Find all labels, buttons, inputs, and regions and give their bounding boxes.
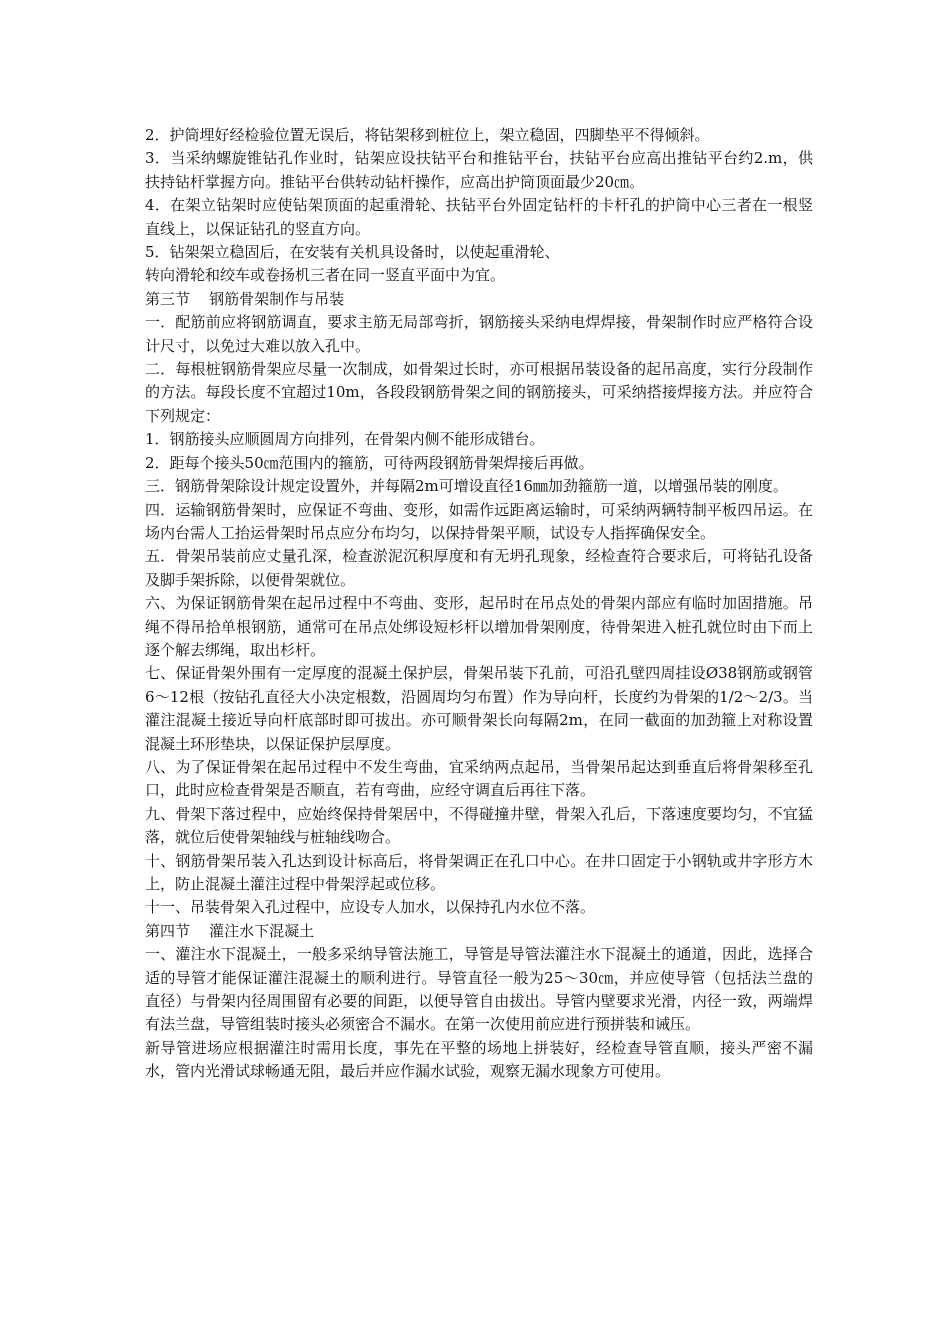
paragraph-3-auger-platform: 3．当采纳螺旋锥钻孔作业时，钻架应设扶钻平台和推钻平台，扶钻平台应高出推钻平台约2.m，供扶持钻杆掌握方向。推钻平台供转动钻杆操作，应高出护筒顶面最少20㎝。: [145, 149, 813, 191]
paragraph-cage-transport: 四．运输钢筋骨架时，应保证不弯曲、变形，如需作远距离运输时，可采纳两辆特制平板四吊运。在场内台需人工抬运骨架时吊点应分布均匀，以保持骨架平顺，试设专人指挥确保安全。: [145, 500, 813, 542]
paragraph-protective-layer: 七、保证骨架外围有一定厚度的混凝土保护层，骨架吊装下孔前，可沿孔壁四周挂设Ø38钢筋或钢管6～12根（按钻孔直径大小决定根数，沿圆周均匀布置）作为导向杆，长度约为骨架的1/2～2/3。当灌注混凝土接近导向杆底部时即可拔出。亦可顺骨架长向每隔2m，在同一截面的加劲箍上对称设置混凝土环形垫块，以保证保护层厚度。: [145, 664, 813, 753]
section-heading-4: 第四节 灌注水下混凝土: [145, 921, 315, 940]
paragraph-2-drill-frame-position: 2．护筒埋好经检验位置无误后，将钻架移到桩位上，架立稳固，四脚垫平不得倾斜。: [145, 126, 710, 144]
paragraph-5-continued: 转向滑轮和绞车或卷扬机三者在同一竖直平面中为宜。: [145, 266, 506, 285]
paragraph-rebar-straightening: 一．配筋前应将钢筋调直，要求主筋无局部弯折，钢筋接头采纳电焊焊接，骨架制作时应严格符合设计尺寸，以免过大难以放入孔中。: [145, 313, 813, 355]
paragraph-5-equipment-install: 5．钻架架立稳固后，在安装有关机具设备时，以使起重滑轮、: [145, 243, 560, 262]
document-body: [145, 124, 813, 1084]
paragraph-stirrup-spacing: 2．距每个接头50㎝范围内的箍筋，可待两段钢筋骨架焊接后再做。: [145, 453, 594, 472]
paragraph-cage-fixing: 十、钢筋骨架吊装入孔达到设计标高后，将骨架调正在孔口中心。在井口固定于小钢轨或井字形方木上，防止混凝土灌注过程中骨架浮起或位移。: [145, 851, 813, 893]
paragraph-4-vertical-alignment: 4．在架立钻架时应使钻架顶面的起重滑轮、扶钻平台外固定钻杆的卡杆孔的护筒中心三者在一根竖直线上，以保证钻孔的竖直方向。: [145, 196, 813, 238]
paragraph-segment-fabrication: 二．每根桩钢筋骨架应尽量一次制成，如骨架过长时，亦可根据吊装设备的起吊高度，实行分段制作的方法。每段长度不宜超过10m，各段段钢筋骨架之间的钢筋接头，可采纳搭接焊接方法。并应符合下列规定：: [145, 360, 813, 425]
paragraph-tremie-testing: 新导管进场应根据灌注时需用长度，事先在平整的场地上拼装好，经检查导管直顺，接头严密不漏水，管内光滑试球畅通无阻，最后并应作漏水试验，观察无漏水现象方可使用。: [145, 1038, 813, 1081]
paragraph-lowering-process: 九、骨架下落过程中，应始终保持骨架居中，不得碰撞井壁，骨架入孔后，下落速度要均匀，不宜猛落，就位后使骨架轴线与桩轴线吻合。: [145, 804, 813, 847]
paragraph-hole-depth-check: 五．骨架吊装前应丈量孔深，检查淤泥沉积厚度和有无坍孔现象，经检查符合要求后，可将钻孔设备及脚手架拆除，以便骨架就位。: [145, 547, 813, 589]
paragraph-two-point-lifting: 八、为了保证骨架在起吊过程中不发生弯曲，宜采纳两点起吊，当骨架吊起达到垂直后将骨架移至孔口，此时应检查骨架是否顺直，若有弯曲，应经守调直后再往下落。: [145, 757, 813, 800]
paragraph-stiffening-hoop: 三．钢筋骨架除设计规定设置外，并每隔2m可增设直径16㎜加劲箍筋一道，以增强吊装的刚度。: [145, 477, 788, 496]
section-heading-3: 第三节 钢筋骨架制作与吊装: [145, 289, 345, 308]
paragraph-temporary-reinforcement: 六、为保证钢筋骨架在起吊过程中不弯曲、变形，起吊时在吊点处的骨架内部应有临时加固措施。吊绳不得吊拾单根钢筋，通常可在吊点处绑设短杉杆以增加骨架刚度，待骨架进入桩孔就位时由下而上逐个解去绑绳，取出杉杆。: [145, 594, 813, 659]
paragraph-tremie-method: 一、灌注水下混凝土，一般多采纳导管法施工，导管是导管法灌注水下混凝土的通道，因此，选择合适的导管才能保证灌注混凝土的顺利进行。导管直径一般为25～30㎝，并应使导管（包括法兰盘的直径）与骨架内径周围留有必要的间距，以便导管自由拔出。导管内壁要求光滑，内径一致，两端焊有法兰盘，导管组装时接头必须密合不漏水。在第一次使用前应进行预拼装和诫压。: [145, 945, 813, 1034]
paragraph-joint-arrangement: 1．钢筋接头应顺圆周方向排列，在骨架内侧不能形成错台。: [145, 430, 545, 449]
paragraph-water-level: 十一、吊装骨架入孔过程中，应设专人加水，以保持孔内水位不落。: [145, 898, 596, 917]
